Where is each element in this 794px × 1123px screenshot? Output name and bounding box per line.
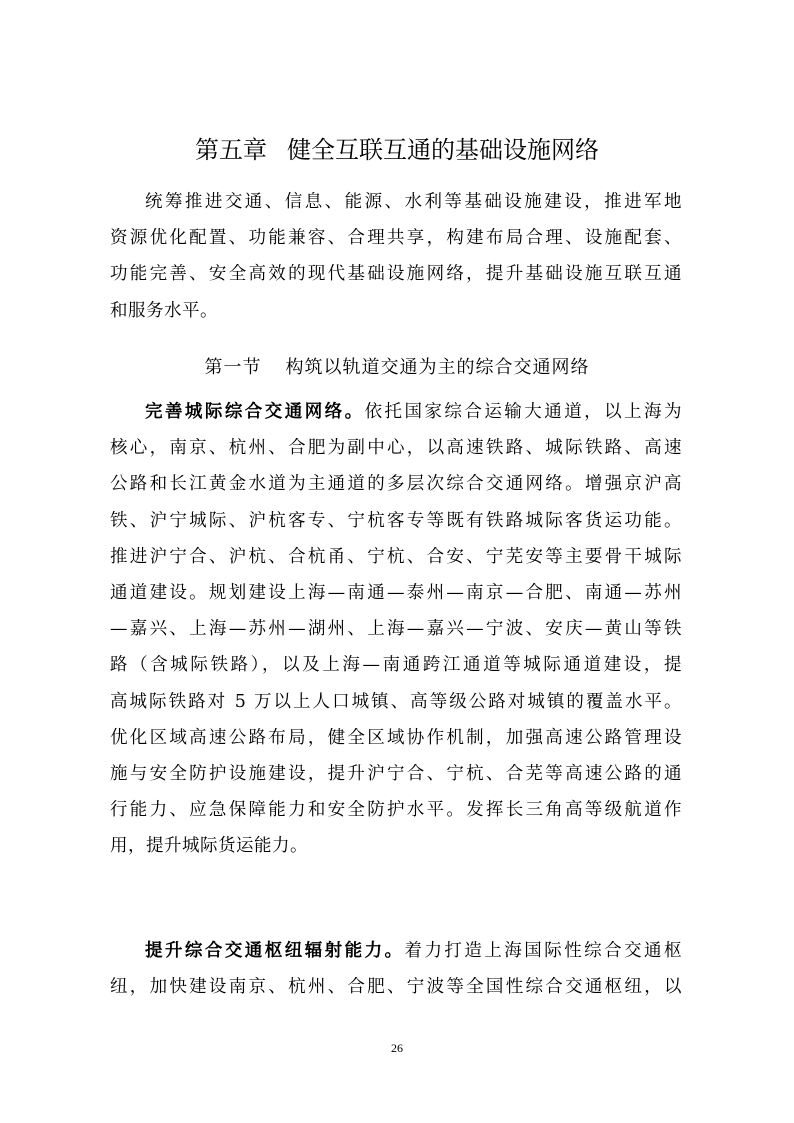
text-line: 统筹推进交通、信息、能源、水利等基础设施建设，推进军地: [145, 192, 682, 212]
text-segment: 着力打造上海国际性综合交通枢: [404, 941, 682, 961]
text-line: 路（含城际铁路），以及上海—南通跨江通道等城际通道建设，提: [110, 655, 682, 676]
text-line: 公路和长江黄金水道为主通道的多层次综合交通网络。增强京沪高: [110, 474, 682, 495]
page-number: 26: [391, 1041, 403, 1055]
chapter-title-text: 健全互联互通的基础设施网络: [287, 136, 599, 164]
text-line: 铁、沪宁城际、沪杭客专、宁杭客专等既有铁路城际客货运功能。: [110, 510, 682, 531]
text-line: [110, 933, 682, 969]
text-line: 行能力、应急保障能力和安全防护水平。发挥长三角高等级航道作: [110, 800, 682, 821]
text-line: 功能完善、安全高效的现代基础设施网络，提升基础设施互联互通: [110, 264, 682, 285]
paragraph-hub-radiation: [110, 933, 682, 1005]
text-line: 优化区域高速公路布局，健全区域协作机制，加强高速公路管理设: [110, 727, 682, 748]
text-line: 核心，南京、杭州、合肥为副中心，以高速铁路、城际铁路、高速: [110, 438, 682, 459]
chapter-title: [0, 132, 794, 168]
text-line: 推进沪宁合、沪杭、合杭甬、宁杭、合安、宁芜安等主要骨干城际: [110, 546, 682, 567]
text-line: 资源优化配置、功能兼容、合理共享，构建布局合理、设施配套、: [110, 228, 682, 249]
paragraph-lead: 完善城际综合交通网络。: [145, 402, 365, 422]
text-segment: 依托国家综合运输大通道，以上海为: [364, 402, 683, 422]
section-title: [0, 350, 794, 386]
paragraph-lead: 提升综合交通枢纽辐射能力。: [145, 941, 405, 961]
text-line: —嘉兴、上海—苏州—湖州、上海—嘉兴—宁波、安庆—黄山等铁: [110, 619, 682, 640]
paragraph-intercity-network: [110, 394, 682, 864]
section-title-text: 构筑以轨道交通为主的综合交通网络: [285, 357, 590, 378]
text-line: 施与安全防护设施建设，提升沪宁合、宁杭、合芜等高速公路的通: [110, 763, 682, 784]
text-line: 用，提升城际货运能力。: [110, 836, 308, 857]
text-line: 和服务水平。: [110, 300, 218, 321]
text-line: 通道建设。规划建设上海—南通—泰州—南京—合肥、南通—苏州: [110, 582, 682, 603]
text-line: [110, 394, 682, 430]
intro-paragraph: [110, 184, 682, 329]
text-line: 纽，加快建设南京、杭州、合肥、宁波等全国性综合交通枢纽，以: [110, 977, 682, 998]
chapter-number: 第五章: [195, 136, 267, 164]
text-line: 高城际铁路对 5 万以上人口城镇、高等级公路对城镇的覆盖水平。: [110, 691, 682, 712]
section-number: 第一节: [204, 357, 262, 378]
